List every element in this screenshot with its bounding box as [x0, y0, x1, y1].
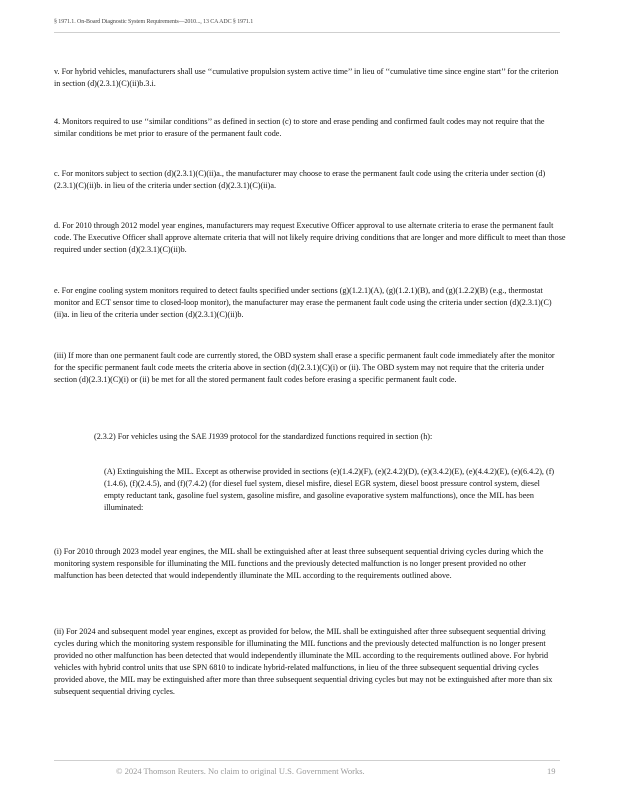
footer-copyright: © 2024 Thomson Reuters. No claim to original U.S. Government Works.	[116, 766, 365, 776]
paragraph-c-monitors: c. For monitors subject to section (d)(2.3.1)(C)(ii)a., the manufacturer may choose to erase the permanent fault code using the criteria under section (d)(2.3.1)(C)(ii)b. in lieu of the criteria under section (d)(2.3.1)(C)(ii)a.	[54, 169, 546, 190]
paragraph-d-2010-2012: d. For 2010 through 2012 model year engines, manufacturers may request Executive Officer approval to use alternate criteria to erase the permanent fault code. The Executive Officer shall approve alternate criteria that will not likely require driving conditions that are longer and more difficult to meet than those required under section (d)(2.3.1)(C)(ii)b.	[54, 221, 566, 254]
page-number: 19	[547, 766, 556, 776]
paragraph-a-extinguishing-mil: (A) Extinguishing the MIL. Except as otherwise provided in sections (e)(1.4.2)(F), (e)(2.4.2)(D), (e)(3.4.2)(E), (e)(4.4.2)(E), (e)(6.4.2), (f)(1.4.6), (f)(2.4.5), and (f)(7.4.2) (for diesel fuel system, diesel misfire, diesel EGR system, diesel boost pressure control system, diesel empty reductant tank, gasoline fuel system, gasoline misfire, and gasoline evaporative system malfunctions), once the MIL has been illuminated:	[104, 467, 555, 512]
paragraph-v-hybrid-vehicles: v. For hybrid vehicles, manufacturers shall use ‘‘cumulative propulsion system active time’’ in lieu of ‘‘cumulative time since engine start’’ for the criterion in section (d)(2.3.1)(C)(ii)b.3.i.	[54, 67, 559, 88]
paragraph-4-similar-conditions: 4. Monitors required to use ‘‘similar conditions’’ as defined in section (c) to store and erase pending and confirmed fault codes may not require that the similar conditions be met prior to erasure of the permanent fault code.	[54, 117, 545, 138]
paragraph-e-engine-cooling: e. For engine cooling system monitors required to detect faults specified under sections (g)(1.2.1)(A), (g)(1.2.1)(B), and (g)(1.2.2)(B) (e.g., thermostat monitor and ECT sensor time to closed-loop monitor), the manufacturer may erase the permanent fault code using the criteria under section (d)(2.3.1)(C)(ii)a. in lieu of the criteria under section (d)(2.3.1)(C)(ii)b.	[54, 286, 552, 319]
header-divider	[54, 32, 560, 33]
paragraph-ii-2024-subsequent: (ii) For 2024 and subsequent model year engines, except as provided for below, the MIL shall be extinguished after three subsequent sequential driving cycles during which the monitoring system responsible for illuminating the MIL functions and the previously detected malfunction is no longer present provided no other malfunction has been detected that would independently illuminate the MIL according to the requirements outlined above. For hybrid vehicles with hybrid control units that use SPN 6810 to indicate hybrid-related malfunctions, in lieu of the three subsequent sequential driving cycles provided above, the MIL may be extinguished after more than three subsequent sequential driving cycles but may not be extinguished after more than six subsequent sequential driving cycles.	[54, 627, 553, 696]
paragraph-i-2010-2023: (i) For 2010 through 2023 model year engines, the MIL shall be extinguished after at least three subsequent sequential driving cycles during which the monitoring system responsible for illuminating the MIL functions and the previously detected malfunction is no longer present provided no other malfunction has been detected that would independently illuminate the MIL according to the requirements outlined above.	[54, 547, 544, 580]
paragraph-2-3-2-sae-j1939: (2.3.2) For vehicles using the SAE J1939 protocol for the standardized functions required in section (h):	[94, 432, 433, 441]
paragraph-iii-permanent-fault-codes: (iii) If more than one permanent fault code are currently stored, the OBD system shall erase a specific permanent fault code immediately after the monitor for the specific permanent fault code meets the criteria above in section (d)(2.3.1)(C)(i) or (ii). The OBD system may not require that the criteria under section (d)(2.3.1)(C)(i) or (ii) be met for all the stored permanent fault codes before erasing a specific permanent fault code.	[54, 351, 555, 384]
footer-divider	[54, 760, 560, 761]
running-header: § 1971.1. On-Board Diagnostic System Requirements—2010..., 13 CA ADC § 1971.1	[54, 19, 254, 25]
